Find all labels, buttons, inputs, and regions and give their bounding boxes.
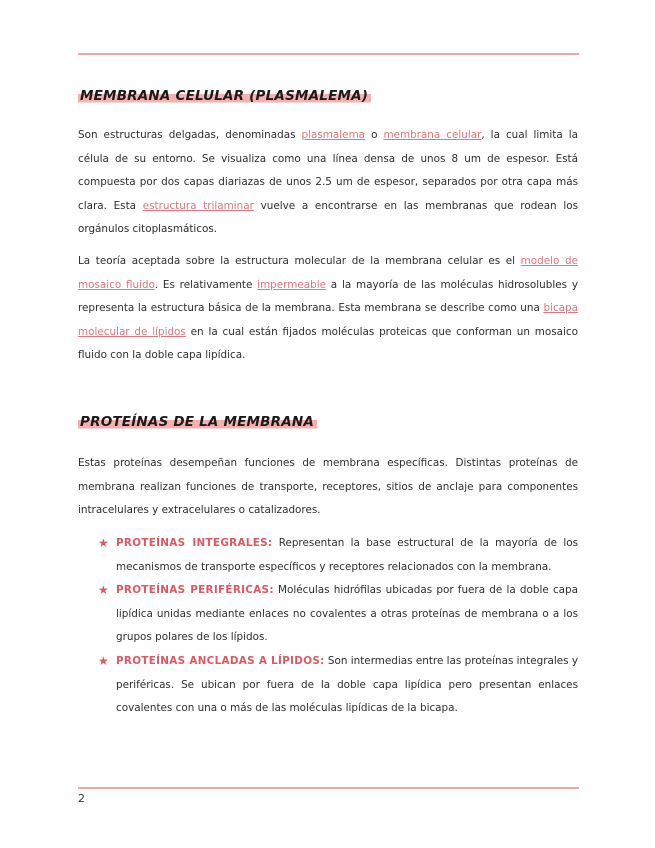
text-run: . Es relativamente bbox=[154, 278, 258, 291]
star-icon: ★ bbox=[98, 653, 109, 668]
text-run: La teoría aceptada sobre la estructura molecular de la membrana celular es el bbox=[78, 255, 521, 267]
text-run: o bbox=[365, 129, 384, 141]
link-membrana-celular[interactable]: membrana celular bbox=[383, 129, 482, 141]
text-run: a la mayoría de las moléculas hidrosolubles y representa la estructura básica de la membrana. Esta membrana se describe como una bbox=[78, 278, 578, 315]
paragraph-proteinas-intro: Estas proteínas desempeñan funciones de membrana específicas. Distintas proteínas de membrana realizan funciones de transporte, receptores, sitios de anclaje para componentes intracelulares y extracelulares o catalizadores. bbox=[78, 457, 578, 517]
term-description: Moléculas hidrófilas ubicadas por fuera de la doble capa lipídica unidas mediante enlaces no covalentes a otras proteínas de membrana o a los grupos polares de los lípidos. bbox=[116, 584, 578, 644]
link-impermeable[interactable]: impermeable bbox=[257, 278, 327, 291]
list-item-proteinas-ancladas bbox=[78, 650, 578, 721]
term-label: PROTEÍNAS INTEGRALES: bbox=[116, 537, 273, 549]
paragraph-membrana-definition bbox=[78, 124, 578, 242]
text-run: en la cual están fijados moléculas proteicas que conforman un mosaico fluido con la doble capa lipídica. bbox=[78, 325, 578, 362]
list-item-proteinas-integrales bbox=[78, 532, 578, 579]
protein-types-list bbox=[78, 532, 578, 721]
link-modelo-mosaico-fluido[interactable]: modelo de mosaico fluido bbox=[78, 255, 578, 291]
footer-divider bbox=[78, 787, 579, 789]
link-bicapa-lipidos[interactable]: bicapa molecular de lípidos bbox=[78, 302, 578, 338]
section-title-proteinas: PROTEÍNAS DE LA MEMBRANA bbox=[78, 414, 317, 430]
paragraph-mosaico-fluido bbox=[78, 250, 578, 368]
text-run: , la cual limita la célula de su entorno. Se visualiza como una línea densa de unos 8 um de espesor. Está compuesta por dos capas diariazas de unos 2.5 um de espesor, separados por otra capa más clara. Esta bbox=[78, 129, 578, 212]
section-title-membrana: MEMBRANA CELULAR (PLASMALEMA) bbox=[78, 88, 371, 104]
star-icon: ★ bbox=[98, 536, 109, 550]
term-label: PROTEÍNAS PERIFÉRICAS: bbox=[116, 584, 274, 597]
page-number: 2 bbox=[78, 792, 85, 805]
list-item-proteinas-perifericas bbox=[78, 579, 578, 650]
text-run: Son estructuras delgadas, denominadas bbox=[78, 129, 302, 141]
term-description: Representan la base estructural de la mayoría de los mecanismos de transporte específicos y receptores relacionados con la membrana. bbox=[116, 537, 579, 573]
header-divider bbox=[78, 53, 579, 55]
link-estructura-trilaminar[interactable]: estructura trilaminar bbox=[142, 199, 254, 212]
term-description: Son intermedias entre las proteínas integrales y periféricas. Se ubican por fuera de la doble capa lipídica pero presentan enlaces covalentes con una o más de las moléculas lipídicas de la bicapa. bbox=[116, 654, 579, 715]
star-icon: ★ bbox=[98, 583, 109, 598]
text-run: vuelve a encontrarse en las membranas que rodean los orgánulos citoplasmáticos. bbox=[78, 199, 578, 236]
term-label: PROTEÍNAS ANCLADAS A LÍPIDOS: bbox=[116, 654, 325, 667]
link-plasmalema[interactable]: plasmalema bbox=[301, 129, 366, 141]
